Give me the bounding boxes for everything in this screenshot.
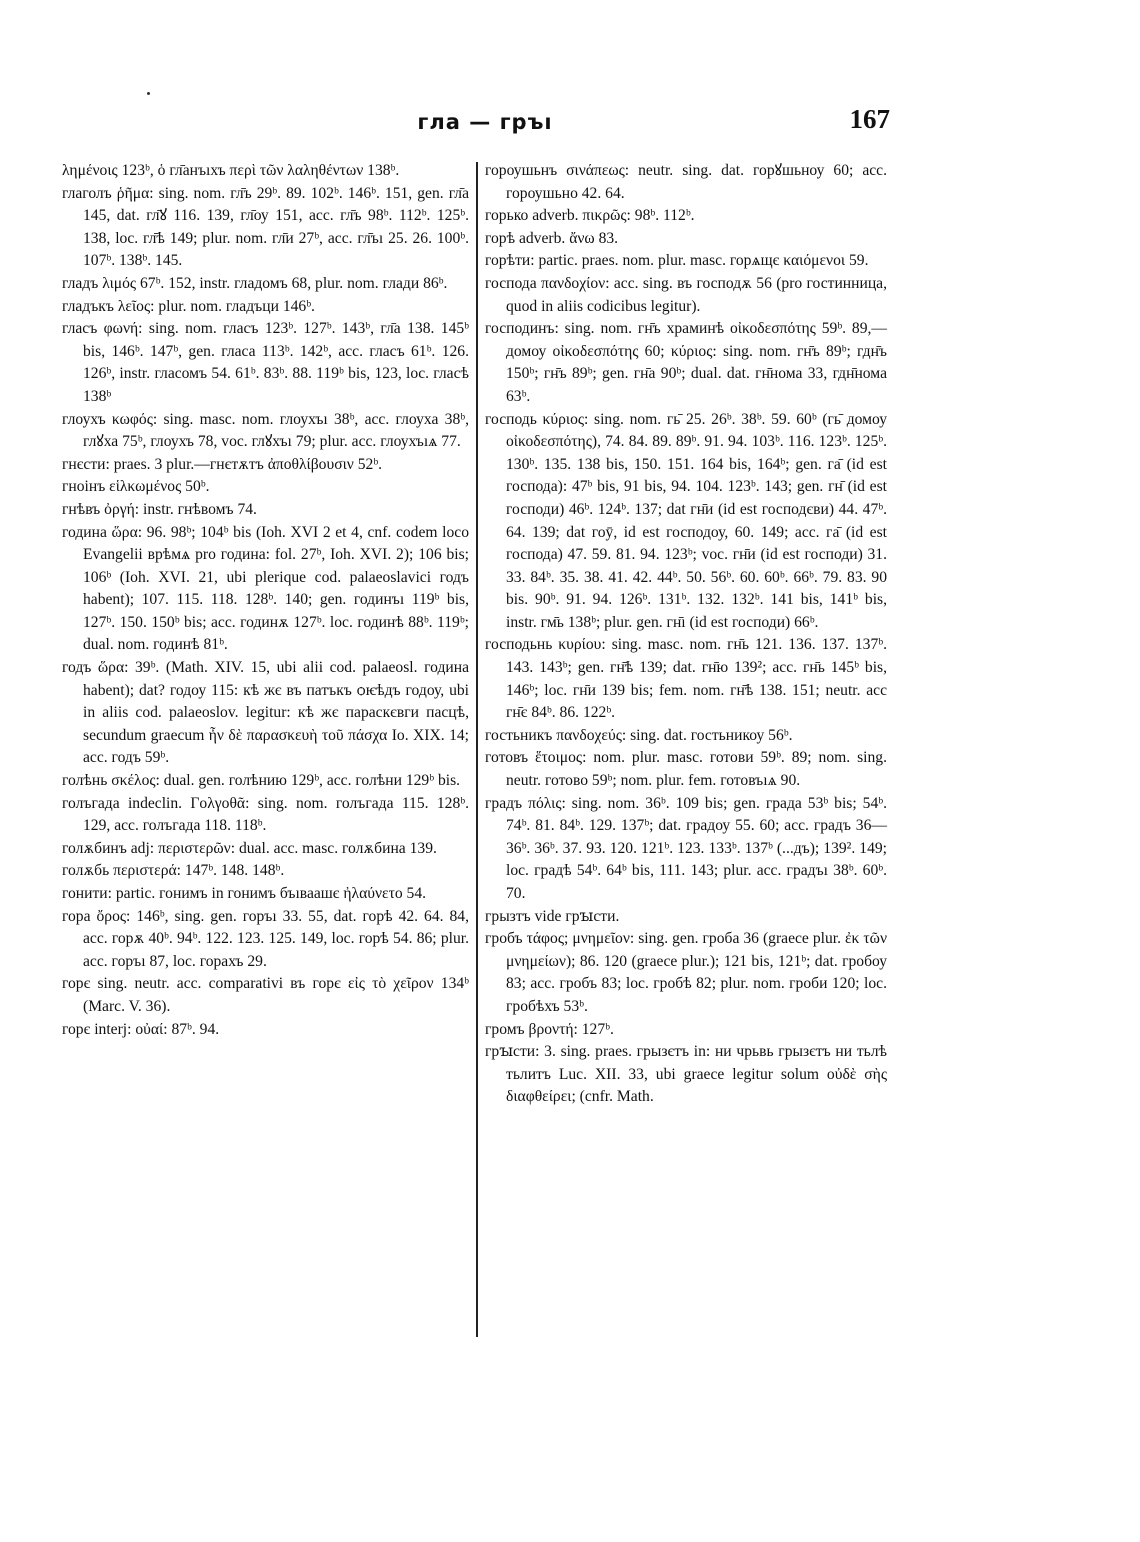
dictionary-entry: горє sing. neutr. acc. comparativi въ горє εἰς τὸ χεῖρον 134ᵇ (Marc. V. 36). xyxy=(62,975,469,1015)
page-header xyxy=(80,104,890,144)
dictionary-entry: горѣ adverb. ἄνω 83. xyxy=(485,229,619,247)
speck xyxy=(147,92,150,95)
dictionary-entry: гора ὄρος: 146ᵇ, sing. gen. горъı 33. 55, dat. горѣ 42. 64. 84, acc. горѫ 40ᵇ. 94ᵇ. 122. 123. 125. 149, loc. горѣ 54. 86; plur. acc. горъı 87, loc. горахъ 29. xyxy=(62,907,469,970)
dictionary-entry: господинъ: sing. nom. гн̄ъ храминѣ οἰκοδεσπότης 59ᵇ. 89,—домоу οἰκοδεσπότης 60; κύριος: sing. nom. гн̄ъ 89ᵇ; гдн̄ъ 150ᵇ; гн̄ъ 89ᵇ; gen. гн̄а 90ᵇ; dual. dat. гн̄нома 33, гдн̄нома 63ᵇ. xyxy=(485,320,887,405)
dictionary-entry: гноінъ εἱλκωμένος 50ᵇ. xyxy=(62,478,210,496)
dictionary-entry: гнєсти: praes. 3 plur.—гнєтѫтъ ἀποθλίβουσιν 52ᵇ. xyxy=(62,455,383,473)
dictionary-entry: гладъ λιμός 67ᵇ. 152, instr. гладомъ 68, plur. nom. глади 86ᵇ. xyxy=(62,274,448,292)
dictionary-entry: горько adverb. πικρῶς: 98ᵇ. 112ᵇ. xyxy=(485,207,695,225)
dictionary-entry: голѣнь σκέλος: dual. gen. голѣнию 129ᵇ, acc. голѣни 129ᵇ bis. xyxy=(62,772,461,790)
dictionary-entry: готовъ ἕτοιμος: nom. plur. masc. готови 59ᵇ. 89; nom. sing. neutr. готово 59ᵇ; nom. plur. fem. готовъıѧ 90. xyxy=(485,749,887,790)
dictionary-entry: господа πανδοχίον: acc. sing. въ господѫ 56 (pro гостинница, quod in aliis codicibus legitur). xyxy=(485,274,887,315)
dictionary-entry: гробъ τάφος; μνημεῖον: sing. gen. гроба 36 (graece plur. ἐκ τῶν μνημείων); 86. 120 (graece plur.); 121 bis, 121ᵇ; dat. гробоу 83; acc. гробъ 83; loc. гробѣ 82; plur. nom. гроби 120; loc. гробѣхъ 53ᵇ. xyxy=(485,930,887,1015)
dictionary-entry: гласъ φωνή: sing. nom. гласъ 123ᵇ. 127ᵇ. 143ᵇ, гл̄а 138. 145ᵇ bis, 146ᵇ. 147ᵇ, gen. гласа 113ᵇ. 142ᵇ, acc. гласъ 61ᵇ. 126. 126ᵇ, instr. гласомъ 54. 61ᵇ. 83ᵇ. 88. 119ᵇ bis, 123, loc. гласѣ 138ᵇ xyxy=(62,320,469,405)
dictionary-entry: горє interj: οὐαί: 87ᵇ. 94. xyxy=(62,1020,220,1038)
dictionary-entry: глоухъ κωφός: sing. masc. nom. глоухъı 38ᵇ, acc. глоуха 38ᵇ, глꙋха 75ᵇ, глоухъ 78, voc. глꙋхъı 79; plur. acc. глоухъıѧ 77. xyxy=(62,410,469,451)
left-column xyxy=(62,160,469,1041)
dictionary-entry: господьнь κυρίου: sing. masc. nom. гн̄ь 121. 136. 137. 137ᵇ. 143. 143ᵇ; gen. гн̄ѣ 139; dat. гн̄ю 139²; acc. гн̄ь 145ᵇ bis, 146ᵇ; loc. гн̄и 139 bis; fem. nom. гн̄ѣ 138. 151; neutr. acc гн̄є 84ᵇ. 86. 122ᵇ. xyxy=(485,636,887,722)
dictionary-entry: грꙑсти: 3. sing. praes. грызєтъ in: ни чрьвь грызєтъ ни тьлѣ тьлитъ Luc. XII. 33, ubi graece legitur solum οὐδὲ σὴς διαφθείρει; (cnfr. Math. xyxy=(485,1043,887,1106)
dictionary-entry: гостьникъ πανδοχεύς: sing. dat. гостьникоу 56ᵇ. xyxy=(485,726,793,744)
right-column xyxy=(485,160,887,1109)
dictionary-entry: грызтъ vide грꙑсти. xyxy=(485,907,620,925)
dictionary-entry: гнѣвъ ὀργή: instr. гнѣвомъ 74. xyxy=(62,500,257,518)
dictionary-entry: гороушьнъ σινάπεως: neutr. sing. dat. горꙋшьноу 60; acc. гороушьно 42. 64. xyxy=(485,162,887,202)
page-number: 167 xyxy=(849,104,890,134)
running-head: гла — гръı xyxy=(417,110,553,134)
dictionary-entry: громъ βροντή: 127ᵇ. xyxy=(485,1020,614,1038)
dictionary-entry: господь κύριος: sing. nom. гь̄ 25. 26ᵇ. 38ᵇ. 59. 60ᵇ (гь̄ домоу οἰκοδεσπότης), 74. 84. 89. 89ᵇ. 91. 94. 103ᵇ. 116. 123ᵇ. 125ᵇ. 130ᵇ. 135. 138 bis, 150. 151. 164 bis, 164ᵇ; gen. га̄ (id est господа): 47ᵇ bis, 91 bis, 94. 104. 123ᵇ. 143; gen. гн̄ (id est господи) 46ᵇ. 124ᵇ. 137; dat гн̄и (id est господєви) 44. 47ᵇ. 64. 139; dat гоӯ, id est господоу, 60. 149; acc. га̄ (id est господа) 47. 59. 81. 94. 123ᵇ; voc. гн̄и (id est господи) 31. 33. 84ᵇ. 35. 38. 41. 42. 44ᵇ. 50. 56ᵇ. 60. 60ᵇ. 66ᵇ. 79. 83. 90 bis. 90ᵇ. 91. 94. 126ᵇ. 131ᵇ. 132. 132ᵇ. 141 bis, 141ᵇ bis, instr. гм̄ь 138ᵇ; plur. gen. гн̄ı (id est господи) 66ᵇ. xyxy=(485,410,887,631)
dictionary-entry: глаголъ ῥῆμα: sing. nom. гл̄ъ 29ᵇ. 89. 102ᵇ. 146ᵇ. 151, gen. гл̄а 145, dat. гл̄ꙋ 116. 139, гл̄оу 151, acc. гл̄ъ 98ᵇ. 112ᵇ. 125ᵇ. 138, loc. гл̄ѣ 149; plur. nom. гл̄и 27ᵇ, acc. гл̄ъı 25. 26. 100ᵇ. 107ᵇ. 138ᵇ. 145. xyxy=(62,184,469,270)
column-divider xyxy=(476,162,478,1337)
dictionary-entry: голѫбь περιστερά: 147ᵇ. 148. 148ᵇ. xyxy=(62,862,285,880)
dictionary-entry: гонити: partic. гонимъ in гонимъ бъıваашє ἠλαύνετο 54. xyxy=(62,885,427,902)
dictionary-entry: горѣти: partic. praes. nom. plur. masc. горѧщє καιόμενοι 59. xyxy=(485,252,869,270)
dictionary-entry: голъгада indeclin. Γολγοθᾶ: sing. nom. голъгада 115. 128ᵇ. 129, acc. голъгада 118. 118ᵇ. xyxy=(62,794,469,835)
dictionary-entry: годъ ὥρα: 39ᵇ. (Math. XIV. 15, ubi alii cod. palaeosl. година habent); dat? годоу 115: кѣ жє въ патъкъ ѻѥѣдъ годоу, ubi in aliis cod. palaeoslov. legitur: кѣ жє параскєвги пасцѣ, secundum graecum ἦν δὲ παρασκευὴ τοῦ πάσχα Io. XIX. 14; acc. годъ 59ᵇ. xyxy=(62,659,469,767)
dictionary-entry: гладъкъ λεῖος: plur. nom. гладъци 146ᵇ. xyxy=(62,297,315,315)
dictionary-entry: градъ πόλις: sing. nom. 36ᵇ. 109 bis; gen. града 53ᵇ bis; 54ᵇ. 74ᵇ. 81. 84ᵇ. 129. 137ᵇ; dat. градоу 55. 60; acc. градъ 36—36ᵇ. 36ᵇ. 37. 93. 120. 121ᵇ. 123. 133ᵇ. 137ᵇ (...дъ); 139². 149; loc. градѣ 54ᵇ. 64ᵇ bis, 111. 143; plur. acc. градъı 38ᵇ. 60ᵇ. 70. xyxy=(485,794,887,902)
dictionary-entry: голѫбинъ adj: περιστερῶν: dual. acc. masc. голѫбина 139. xyxy=(62,839,437,857)
dictionary-entry: λημένοις 123ᵇ, ὁ гл̄анъıхъ περὶ τῶν λαληθέντων 138ᵇ. xyxy=(62,162,400,179)
dictionary-entry: година ὥρα: 96. 98ᵇ; 104ᵇ bis (Ioh. XVI 2 et 4, cnf. codem loco Evangelii врѣмѧ pro година: fol. 27ᵇ, Ioh. XVI. 2); 106 bis; 106ᵇ (Ioh. XVI. 21, ubi plerique cod. palaeoslavici годъ habent); 107. 115. 118. 128ᵇ. 140; gen. годинъı 119ᵇ bis, 127ᵇ. 150. 150ᵇ bis; acc. годинѫ 127ᵇ. loc. годинѣ 88ᵇ. 119ᵇ; dual. nom. годинѣ 81ᵇ. xyxy=(62,523,469,654)
